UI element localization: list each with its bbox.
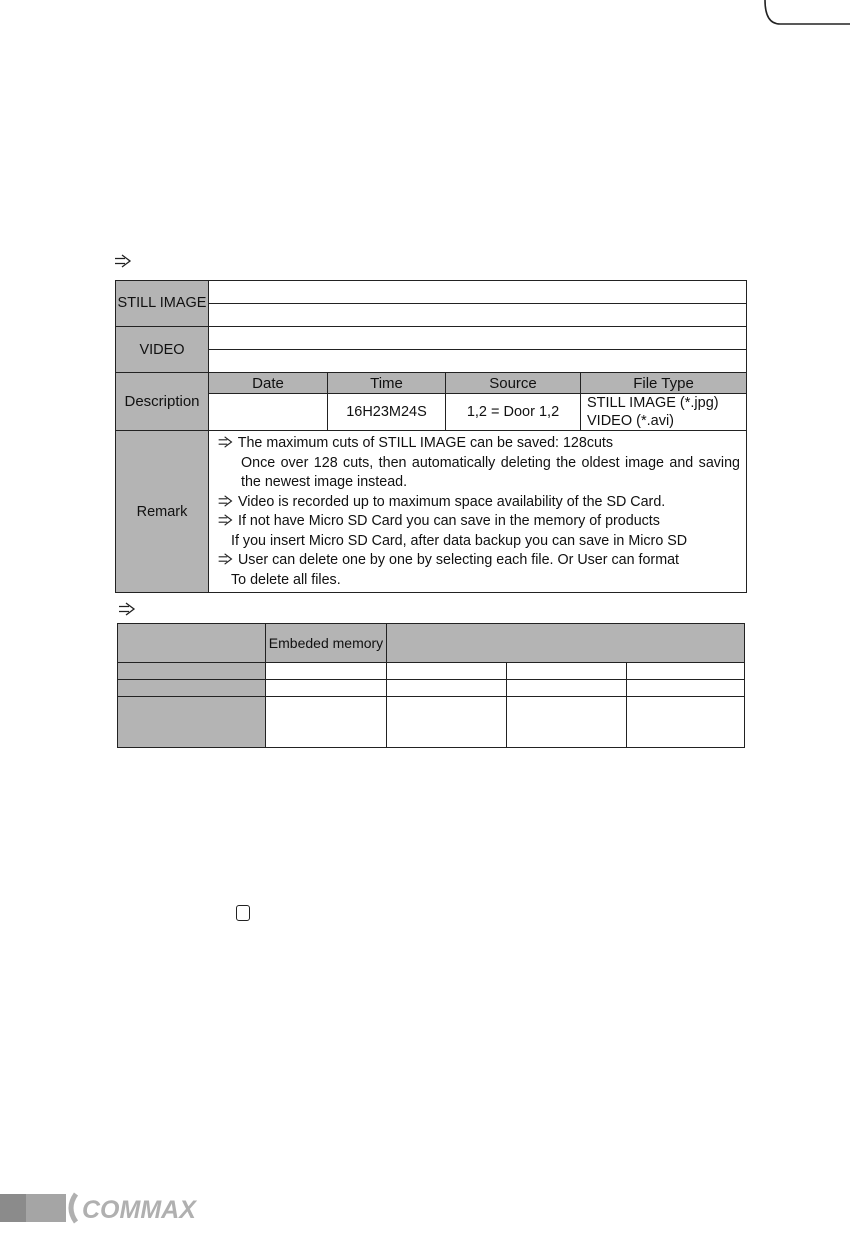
remark-item: To delete all files. (231, 571, 341, 588)
remark-text: The maximum cuts of STILL IMAGE can be saved: 128cuts (237, 435, 614, 451)
remark-item: Once over 128 cuts, then automatically deleting the oldest image and saving the newest image instead. (241, 454, 740, 490)
header-sd-card (387, 624, 745, 663)
remark-text: If not have Micro SD Card you can save in the memory of products (237, 513, 660, 529)
value-source: 1,2 = Door 1,2 (446, 394, 581, 431)
header-file-type: File Type (581, 373, 747, 394)
remark-item: If you insert Micro SD Card, after data backup you can save in Micro SD (231, 532, 688, 549)
double-arrow-icon (118, 602, 136, 616)
table-cell (507, 663, 627, 680)
file-type-still: STILL IMAGE (*.jpg) (587, 395, 719, 411)
double-arrow-icon (217, 436, 234, 448)
remark-label: Remark (116, 431, 209, 593)
storage-info-table (115, 280, 747, 593)
remark-item (217, 551, 740, 571)
footer-bar-light (26, 1194, 66, 1222)
table-cell (266, 697, 387, 748)
value-time: 16H23M24S (328, 394, 446, 431)
remark-item (217, 434, 740, 454)
memory-corner-cell (118, 624, 266, 663)
still-image-row-1 (209, 281, 747, 304)
row-label-cell (118, 697, 266, 748)
header-time: Time (328, 373, 446, 394)
table-cell (627, 680, 745, 697)
remark-item (217, 493, 740, 513)
table-cell (387, 663, 507, 680)
remark-content (209, 431, 747, 593)
table-cell (266, 663, 387, 680)
table-cell (266, 680, 387, 697)
brand-text: COMMAX (82, 1196, 196, 1224)
memory-table (117, 623, 745, 748)
video-row-1 (209, 327, 747, 350)
row-label-cell (118, 680, 266, 697)
double-arrow-icon (217, 553, 234, 565)
double-arrow-icon (217, 495, 234, 507)
video-row-2 (209, 350, 747, 373)
table-cell (507, 680, 627, 697)
still-image-label: STILL IMAGE (116, 281, 209, 327)
table-cell (387, 680, 507, 697)
description-label: Description (116, 373, 209, 431)
value-date (209, 394, 328, 431)
header-source: Source (446, 373, 581, 394)
remark-text: Video is recorded up to maximum space availability of the SD Card. (237, 493, 666, 510)
crop-mark (0, 0, 850, 120)
value-file-type (581, 394, 747, 431)
double-arrow-icon (217, 514, 234, 526)
file-type-video: VIDEO (*.avi) (587, 413, 675, 429)
table-cell (387, 697, 507, 748)
row-label-cell (118, 663, 266, 680)
header-embedded-memory: Embeded memory (266, 624, 387, 663)
double-arrow-icon (114, 254, 132, 268)
table-cell (627, 663, 745, 680)
checkbox-icon (236, 905, 250, 921)
still-image-row-2 (209, 304, 747, 327)
table-cell (507, 697, 627, 748)
footer-bar-dark (0, 1194, 26, 1222)
commax-logo (66, 1190, 226, 1226)
video-label: VIDEO (116, 327, 209, 373)
remark-text: User can delete one by one by selecting each file. Or User can format (237, 552, 680, 568)
table-cell (627, 697, 745, 748)
remark-item (217, 512, 740, 532)
header-date: Date (209, 373, 328, 394)
